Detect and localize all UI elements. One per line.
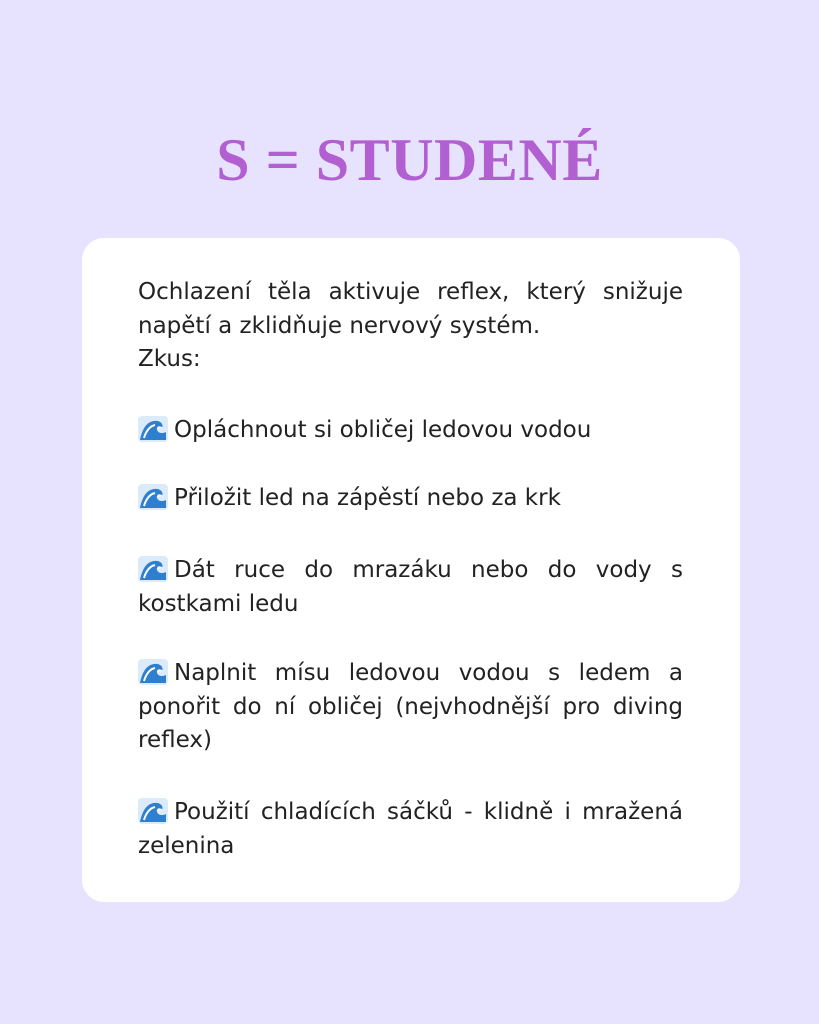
list-item	[138, 554, 683, 621]
intro-sentence: Ochlazení těla aktivuje reflex, který snižuje napětí a zklidňuje nervový systém.	[138, 279, 683, 339]
page-title: S = STUDENÉ	[216, 127, 603, 193]
content-card	[82, 238, 740, 902]
list-item-text: Naplnit mísu ledovou vodou s ledem a ponořit do ní obličej (nejvhodnější pro diving reflex)	[138, 660, 683, 753]
water-wave-icon	[138, 556, 168, 582]
list-item	[138, 482, 683, 516]
list-item	[138, 796, 683, 863]
intro-prompt: Zkus:	[138, 346, 201, 372]
water-wave-icon	[138, 416, 168, 442]
water-wave-icon	[138, 659, 168, 685]
water-wave-icon	[138, 798, 168, 824]
list-item-text: Použití chladících sáčků - klidně i mražená zelenina	[138, 799, 683, 859]
intro-text	[138, 276, 683, 377]
list-item	[138, 657, 683, 758]
list-item-text: Dát ruce do mrazáku nebo do vody s kostkami ledu	[138, 557, 683, 617]
water-wave-icon	[138, 484, 168, 510]
list-item	[138, 414, 683, 448]
list-item-text: Opláchnout si obličej ledovou vodou	[174, 417, 592, 443]
list-item-text: Přiložit led na zápěstí nebo za krk	[174, 485, 561, 511]
